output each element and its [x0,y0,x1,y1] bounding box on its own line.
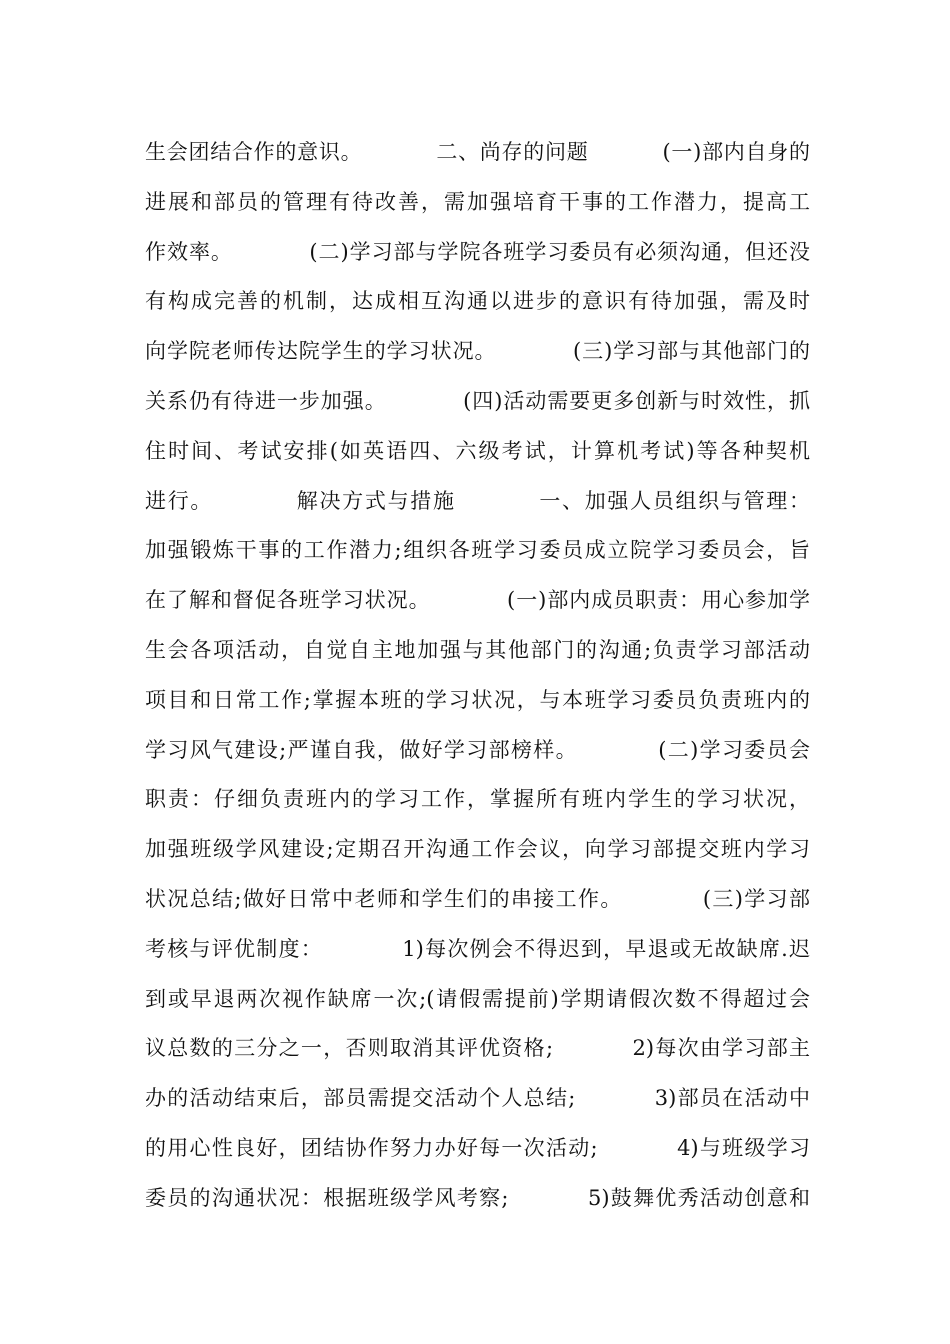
text-line: 委员的沟通状况：根据班级学风考察; 5)鼓舞优秀活动创意和 [145,1185,810,1210]
text-line: 状况总结;做好日常中老师和学生们的串接工作。 (三)学习部 [145,886,810,911]
text-line: 加强班级学风建设;定期召开沟通工作会议，向学习部提交班内学习 [145,837,810,862]
text-line: 进行。 解决方式与措施 一、加强人员组织与管理： [145,488,810,513]
text-line: 作效率。 (二)学习部与学院各班学习委员有必须沟通，但还没 [145,239,810,264]
text-line: 项目和日常工作;掌握本班的学习状况，与本班学习委员负责班内的 [145,687,810,712]
text-line: 生会团结合作的意识。 二、尚存的问题 (一)部内自身的 [145,140,810,164]
text-line: 加强锻炼干事的工作潜力;组织各班学习委员成立院学习委员会，旨 [145,538,810,563]
text-line: 在了解和督促各班学习状况。 (一)部内成员职责：用心参加学 [145,588,810,613]
text-line: 办的活动结束后，部员需提交活动个人总结; 3)部员在活动中 [145,1086,810,1111]
text-line: 生会各项活动，自觉自主地加强与其他部门的沟通;负责学习部活动 [145,637,810,662]
text-line: 有构成完善的机制，达成相互沟通以进步的意识有待加强，需及时 [145,289,810,314]
body-text [145,128,810,1224]
text-line: 学习风气建设;严谨自我，做好学习部榜样。 (二)学习委员会 [145,737,810,762]
text-line: 议总数的三分之一，否则取消其评优资格; 2)每次由学习部主 [145,1036,810,1061]
text-line: 的用心性良好，团结协作努力办好每一次活动; 4)与班级学习 [145,1135,810,1160]
text-line: 向学院老师传达院学生的学习状况。 (三)学习部与其他部门的 [145,339,810,364]
text-line: 考核与评优制度： 1)每次例会不得迟到，早退或无故缺席.迟 [145,936,810,961]
text-line: 住时间、考试安排(如英语四、六级考试，计算机考试)等各种契机 [145,438,810,463]
text-line: 到或早退两次视作缺席一次;(请假需提前)学期请假次数不得超过会 [145,986,810,1011]
text-line: 职责：仔细负责班内的学习工作，掌握所有班内学生的学习状况， [145,787,810,812]
text-line: 关系仍有待进一步加强。 (四)活动需要更多创新与时效性，抓 [145,388,810,413]
text-line: 进展和部员的管理有待改善，需加强培育干事的工作潜力，提高工 [145,189,810,214]
